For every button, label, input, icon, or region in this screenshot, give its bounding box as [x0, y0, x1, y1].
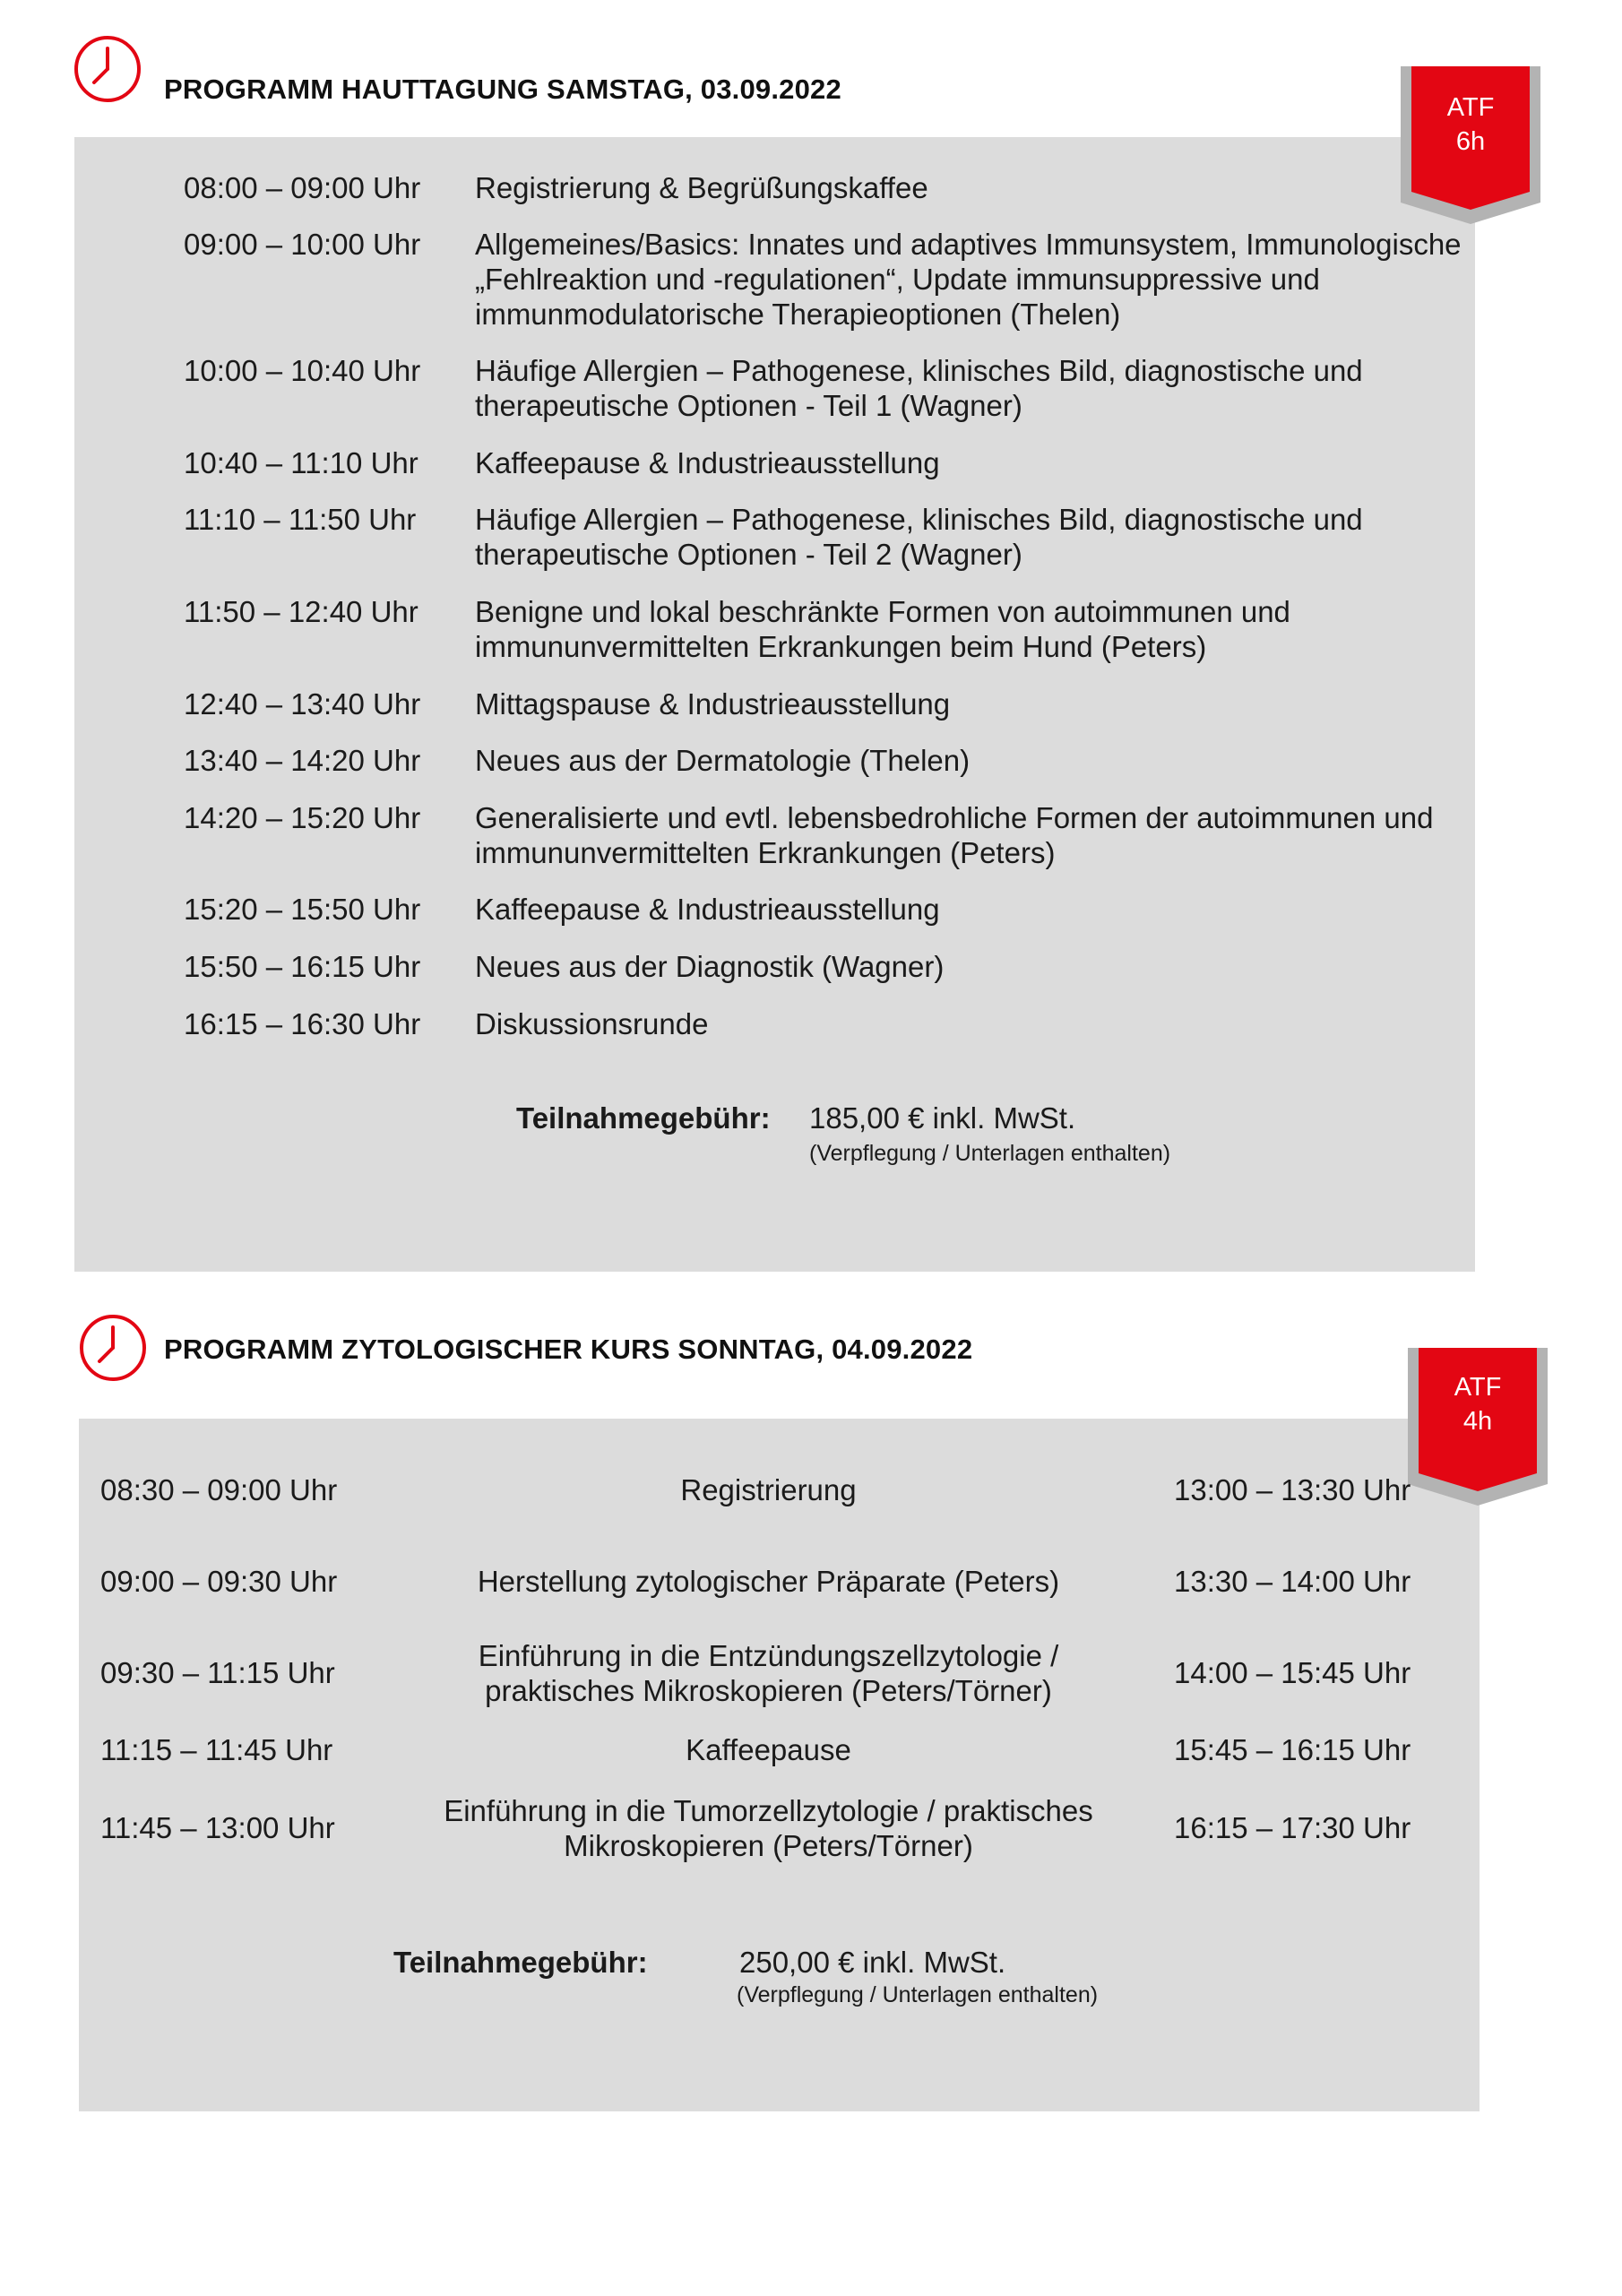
- row-time-afternoon: 15:45 – 16:15 Uhr: [1174, 1733, 1411, 1766]
- fee-value: 185,00 € inkl. MwSt.: [809, 1101, 1076, 1135]
- row-time-morning: 09:30 – 11:15 Uhr: [100, 1656, 335, 1689]
- atf-badge-hours: 4h: [1462, 1407, 1493, 1436]
- fee-label: Teilnahmegebühr:: [393, 1946, 648, 1979]
- row-title: Herstellung zytologischer Präparate (Peters): [477, 1565, 1060, 1598]
- atf-badge-label: ATF: [1446, 93, 1495, 122]
- row-time-morning: 11:45 – 13:00 Uhr: [100, 1811, 335, 1844]
- row-title: Häufige Allergien – Pathogenese, klinisches Bild, diagnostische und therapeutische Optionen - Teil 1 (Wagner): [475, 354, 1363, 422]
- row-time: 14:20 – 15:20 Uhr: [184, 801, 421, 834]
- row-time: 11:50 – 12:40 Uhr: [184, 595, 418, 628]
- row-time: 13:40 – 14:20 Uhr: [184, 744, 421, 777]
- row-title: Neues aus der Dermatologie (Thelen): [475, 744, 971, 777]
- row-title: Kaffeepause & Industrieausstellung: [475, 893, 940, 926]
- row-time: 11:10 – 11:50 Uhr: [184, 503, 417, 536]
- row-title: Kaffeepause: [686, 1733, 851, 1766]
- row-time-afternoon: 13:30 – 14:00 Uhr: [1174, 1565, 1411, 1598]
- row-title: Benigne und lokal beschränkte Formen von autoimmunen und immununvermittelten Erkrankungen beim Hund (Peters): [475, 595, 1290, 663]
- row-title: Neues aus der Diagnostik (Wagner): [475, 950, 945, 983]
- row-time-morning: 09:00 – 09:30 Uhr: [100, 1565, 338, 1598]
- row-time: 10:40 – 11:10 Uhr: [184, 446, 418, 479]
- clock-icon: [78, 1313, 148, 1383]
- fee-label: Teilnahmegebühr:: [516, 1101, 771, 1135]
- row-time-afternoon: 13:00 – 13:30 Uhr: [1174, 1473, 1411, 1506]
- section-heading: PROGRAMM HAUTTAGUNG SAMSTAG, 03.09.2022: [164, 73, 841, 105]
- fee-note: (Verpflegung / Unterlagen enthalten): [737, 1982, 1099, 2007]
- atf-badge-hours: 6h: [1455, 127, 1486, 156]
- row-time-morning: 11:15 – 11:45 Uhr: [100, 1733, 333, 1766]
- fee-note: (Verpflegung / Unterlagen enthalten): [809, 1141, 1171, 1166]
- row-time: 15:20 – 15:50 Uhr: [184, 893, 421, 926]
- row-title: Allgemeines/Basics: Innates und adaptives Immunsystem, Immunologische „Fehlreaktion und -regulationen“, Update immunsuppressive und immunmodulatorische Therapieoptionen (Thelen): [475, 228, 1462, 331]
- row-time-afternoon: 14:00 – 15:45 Uhr: [1174, 1656, 1411, 1689]
- row-time: 08:00 – 09:00 Uhr: [184, 171, 421, 204]
- row-title: Häufige Allergien – Pathogenese, klinisches Bild, diagnostische und therapeutische Optionen - Teil 2 (Wagner): [475, 503, 1363, 571]
- row-time: 12:40 – 13:40 Uhr: [184, 687, 421, 721]
- row-time: 16:15 – 16:30 Uhr: [184, 1007, 421, 1040]
- row-title: Kaffeepause & Industrieausstellung: [475, 446, 940, 479]
- row-title: Generalisierte und evtl. lebensbedrohliche Formen der autoimmunen und immununvermittelten Erkrankungen (Peters): [475, 801, 1434, 869]
- row-time: 09:00 – 10:00 Uhr: [184, 228, 421, 261]
- row-time: 15:50 – 16:15 Uhr: [184, 950, 421, 983]
- row-title: Einführung in die Entzündungszellzytologie / praktisches Mikroskopieren (Peters/Törner): [478, 1639, 1059, 1707]
- atf-badge-label: ATF: [1454, 1373, 1502, 1402]
- row-time-afternoon: 16:15 – 17:30 Uhr: [1174, 1811, 1411, 1844]
- section-heading: PROGRAMM ZYTOLOGISCHER KURS SONNTAG, 04.09.2022: [164, 1334, 973, 1365]
- row-time-morning: 08:30 – 09:00 Uhr: [100, 1473, 338, 1506]
- row-title: Mittagspause & Industrieausstellung: [475, 687, 951, 721]
- row-title: Registrierung & Begrüßungskaffee: [475, 171, 928, 204]
- row-time: 10:00 – 10:40 Uhr: [184, 354, 421, 387]
- row-title: Diskussionsrunde: [475, 1007, 709, 1040]
- row-title: Einführung in die Tumorzellzytologie / praktisches Mikroskopieren (Peters/Törner): [444, 1794, 1093, 1862]
- row-title: Registrierung: [680, 1473, 857, 1506]
- clock-icon: [73, 34, 142, 104]
- fee-value: 250,00 € inkl. MwSt.: [739, 1946, 1006, 1979]
